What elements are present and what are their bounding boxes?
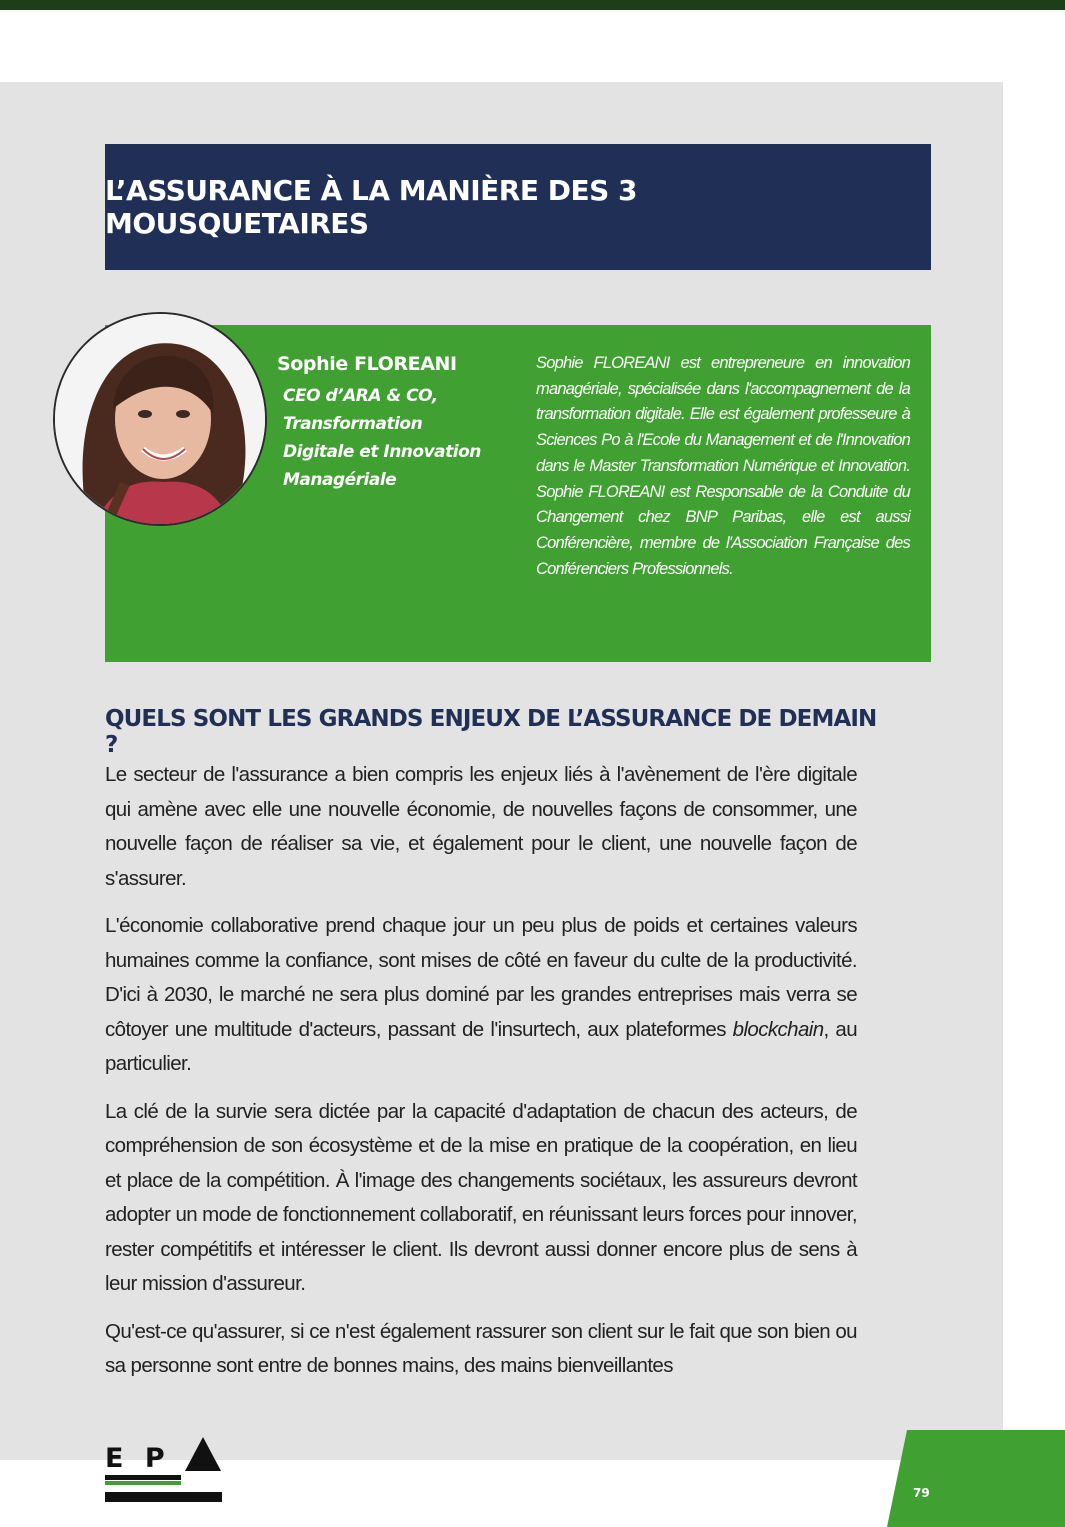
logo-underline-green [105,1481,181,1485]
article-body [105,758,857,1397]
logo-strip [105,1492,222,1502]
author-role: CEO d’ARA & CO, Transformation Digitale et Innovation Managériale [283,386,481,490]
author-photo [53,312,267,526]
paragraph-2-text: L'économie collaborative prend chaque jour un peu plus de poids et certaines valeurs humaines comme la confiance, sont mises de côté en faveur du culte de la productivité. D'ici à 2030, le marché ne sera plus dominé par les grandes entreprises mais verra se côtoyer une multitude d'acteurs, passant de l'insurtech, aux plateformes [105,914,857,1041]
paragraph-2 [105,909,857,1082]
logo-triangle-icon [185,1437,221,1471]
section-heading: QUELS SONT LES GRANDS ENJEUX DE L’ASSURANCE DE DEMAIN ? [105,706,877,758]
page-number-tab [887,1430,1065,1527]
logo-letters: E P [105,1443,171,1474]
paragraph-4: Qu'est-ce qu'assurer, si ce n'est également rassurer son client sur le fait que son bien ou sa personne sont entre de bonnes mains, des mains bienveillantes [105,1319,857,1377]
author-name: Sophie FLOREANI [277,353,457,375]
article-title: L’ASSURANCE À LA MANIÈRE DES 3 MOUSQUETAIRES [105,174,637,240]
epa-logo [105,1437,225,1507]
paragraph-1: Le secteur de l'assurance a bien compris les enjeux liés à l'avènement de l'ère digitale qui amène avec elle une nouvelle économie, de nouvelles façons de consommer, une nouvelle façon de réaliser sa vie, et également pour le client, une nouvelle façon de s'assurer. [105,763,857,890]
paragraph-2-end: , au particulier. [105,1017,857,1075]
author-bio: Sophie FLOREANI est entrepreneure en innovation managériale, spécialisée dans l'accompagnement de la transformation digitale. Elle est également professeure à Sciences Po à l'Ecole du Management et de l'Innovation dans le Master Transformation Numérique et Innovation. Sophie FLOREANI est Responsable de la Conduite du Changement chez BNP Paribas, elle est aussi Conférencière, membre de l'Association Française des Conférenciers Professionnels. [536,354,910,578]
page-number: 79 [913,1486,930,1500]
top-bar [0,0,1065,10]
paragraph-2-italic: blockchain [732,1017,824,1041]
paragraph-3: La clé de la survie sera dictée par la capacité d'adaptation de chacun des acteurs, de compréhension de son écosystème et de la mise en pratique de la coopération, en lieu et place de la compétition. À l'image des changements sociétaux, les assureurs devront adopter un mode de fonctionnement collaboratif, en réunissant leurs forces pour innover, rester compétitifs et intéresser le client. Ils devront aussi donner encore plus de sens à leur mission d'assureur. [105,1099,857,1295]
logo-underline [105,1475,181,1480]
title-banner [105,144,931,270]
